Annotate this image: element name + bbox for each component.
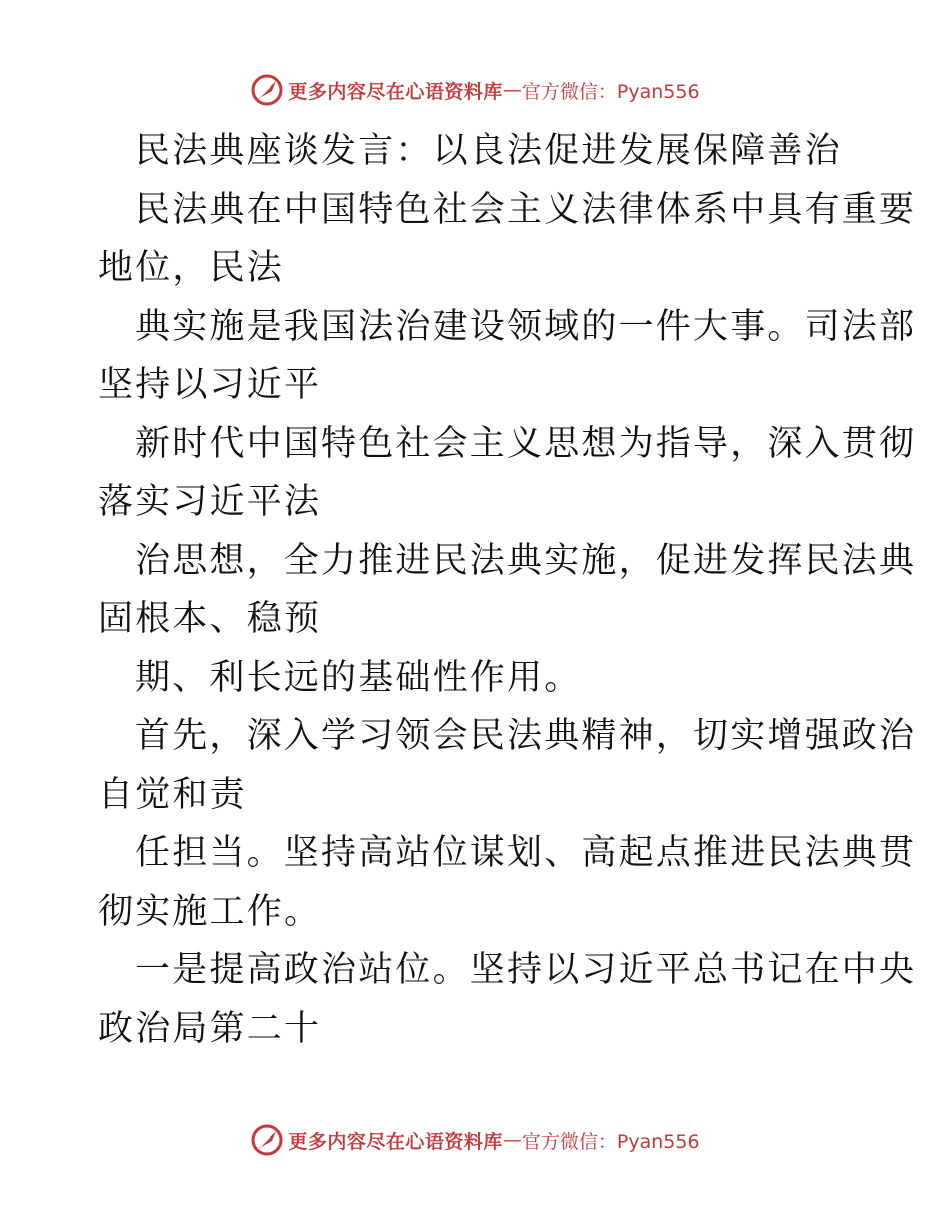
paragraph-line: 民法典在中国特色社会主义法律体系中具有重要	[135, 189, 917, 230]
document-body	[98, 122, 917, 1058]
quill-logo-icon	[250, 1123, 284, 1157]
header-banner	[0, 70, 950, 110]
paragraph-line: 落实习近平法	[98, 482, 322, 522]
quill-logo-icon	[250, 73, 284, 107]
banner-promo-text: 更多内容尽在心语资料库	[288, 1130, 503, 1153]
banner-promo-text: 更多内容尽在心语资料库	[288, 80, 503, 103]
paragraph-line: 彻实施工作。	[98, 891, 322, 932]
paragraph-line: 首先，深入学习领会民法典精神，切实增强政治	[135, 716, 917, 756]
banner-dash: —	[502, 1129, 522, 1151]
paragraph-line: 任担当。坚持高站位谋划、高起点推进民法典贯	[135, 833, 917, 873]
paragraph-line: 治思想，全力推进民法典实施，促进发挥民法典	[135, 540, 917, 581]
document-title: 民法典座谈发言：以良法促进发展保障善治	[135, 131, 842, 171]
paragraph-line: 地位，民法	[98, 248, 285, 288]
paragraph-line: 新时代中国特色社会主义思想为指导，深入贯彻	[135, 423, 917, 464]
paragraph-line: 坚持以习近平	[98, 365, 322, 405]
banner-wechat-text: 官方微信：Pyan556	[521, 80, 700, 103]
banner-dash: —	[502, 79, 522, 101]
paragraph-line: 固根本、稳预	[98, 599, 322, 639]
banner-wechat-text: 官方微信：Pyan556	[521, 1130, 700, 1153]
paragraph-line: 典实施是我国法治建设领域的一件大事。司法部	[135, 306, 917, 347]
footer-banner	[0, 1120, 950, 1160]
paragraph-line: 自觉和责	[98, 774, 247, 815]
paragraph-line: 政治局第二十	[98, 1008, 322, 1049]
paragraph-line: 期、利长远的基础性作用。	[135, 657, 582, 698]
paragraph-line: 一是提高政治站位。坚持以习近平总书记在中央	[135, 950, 917, 990]
